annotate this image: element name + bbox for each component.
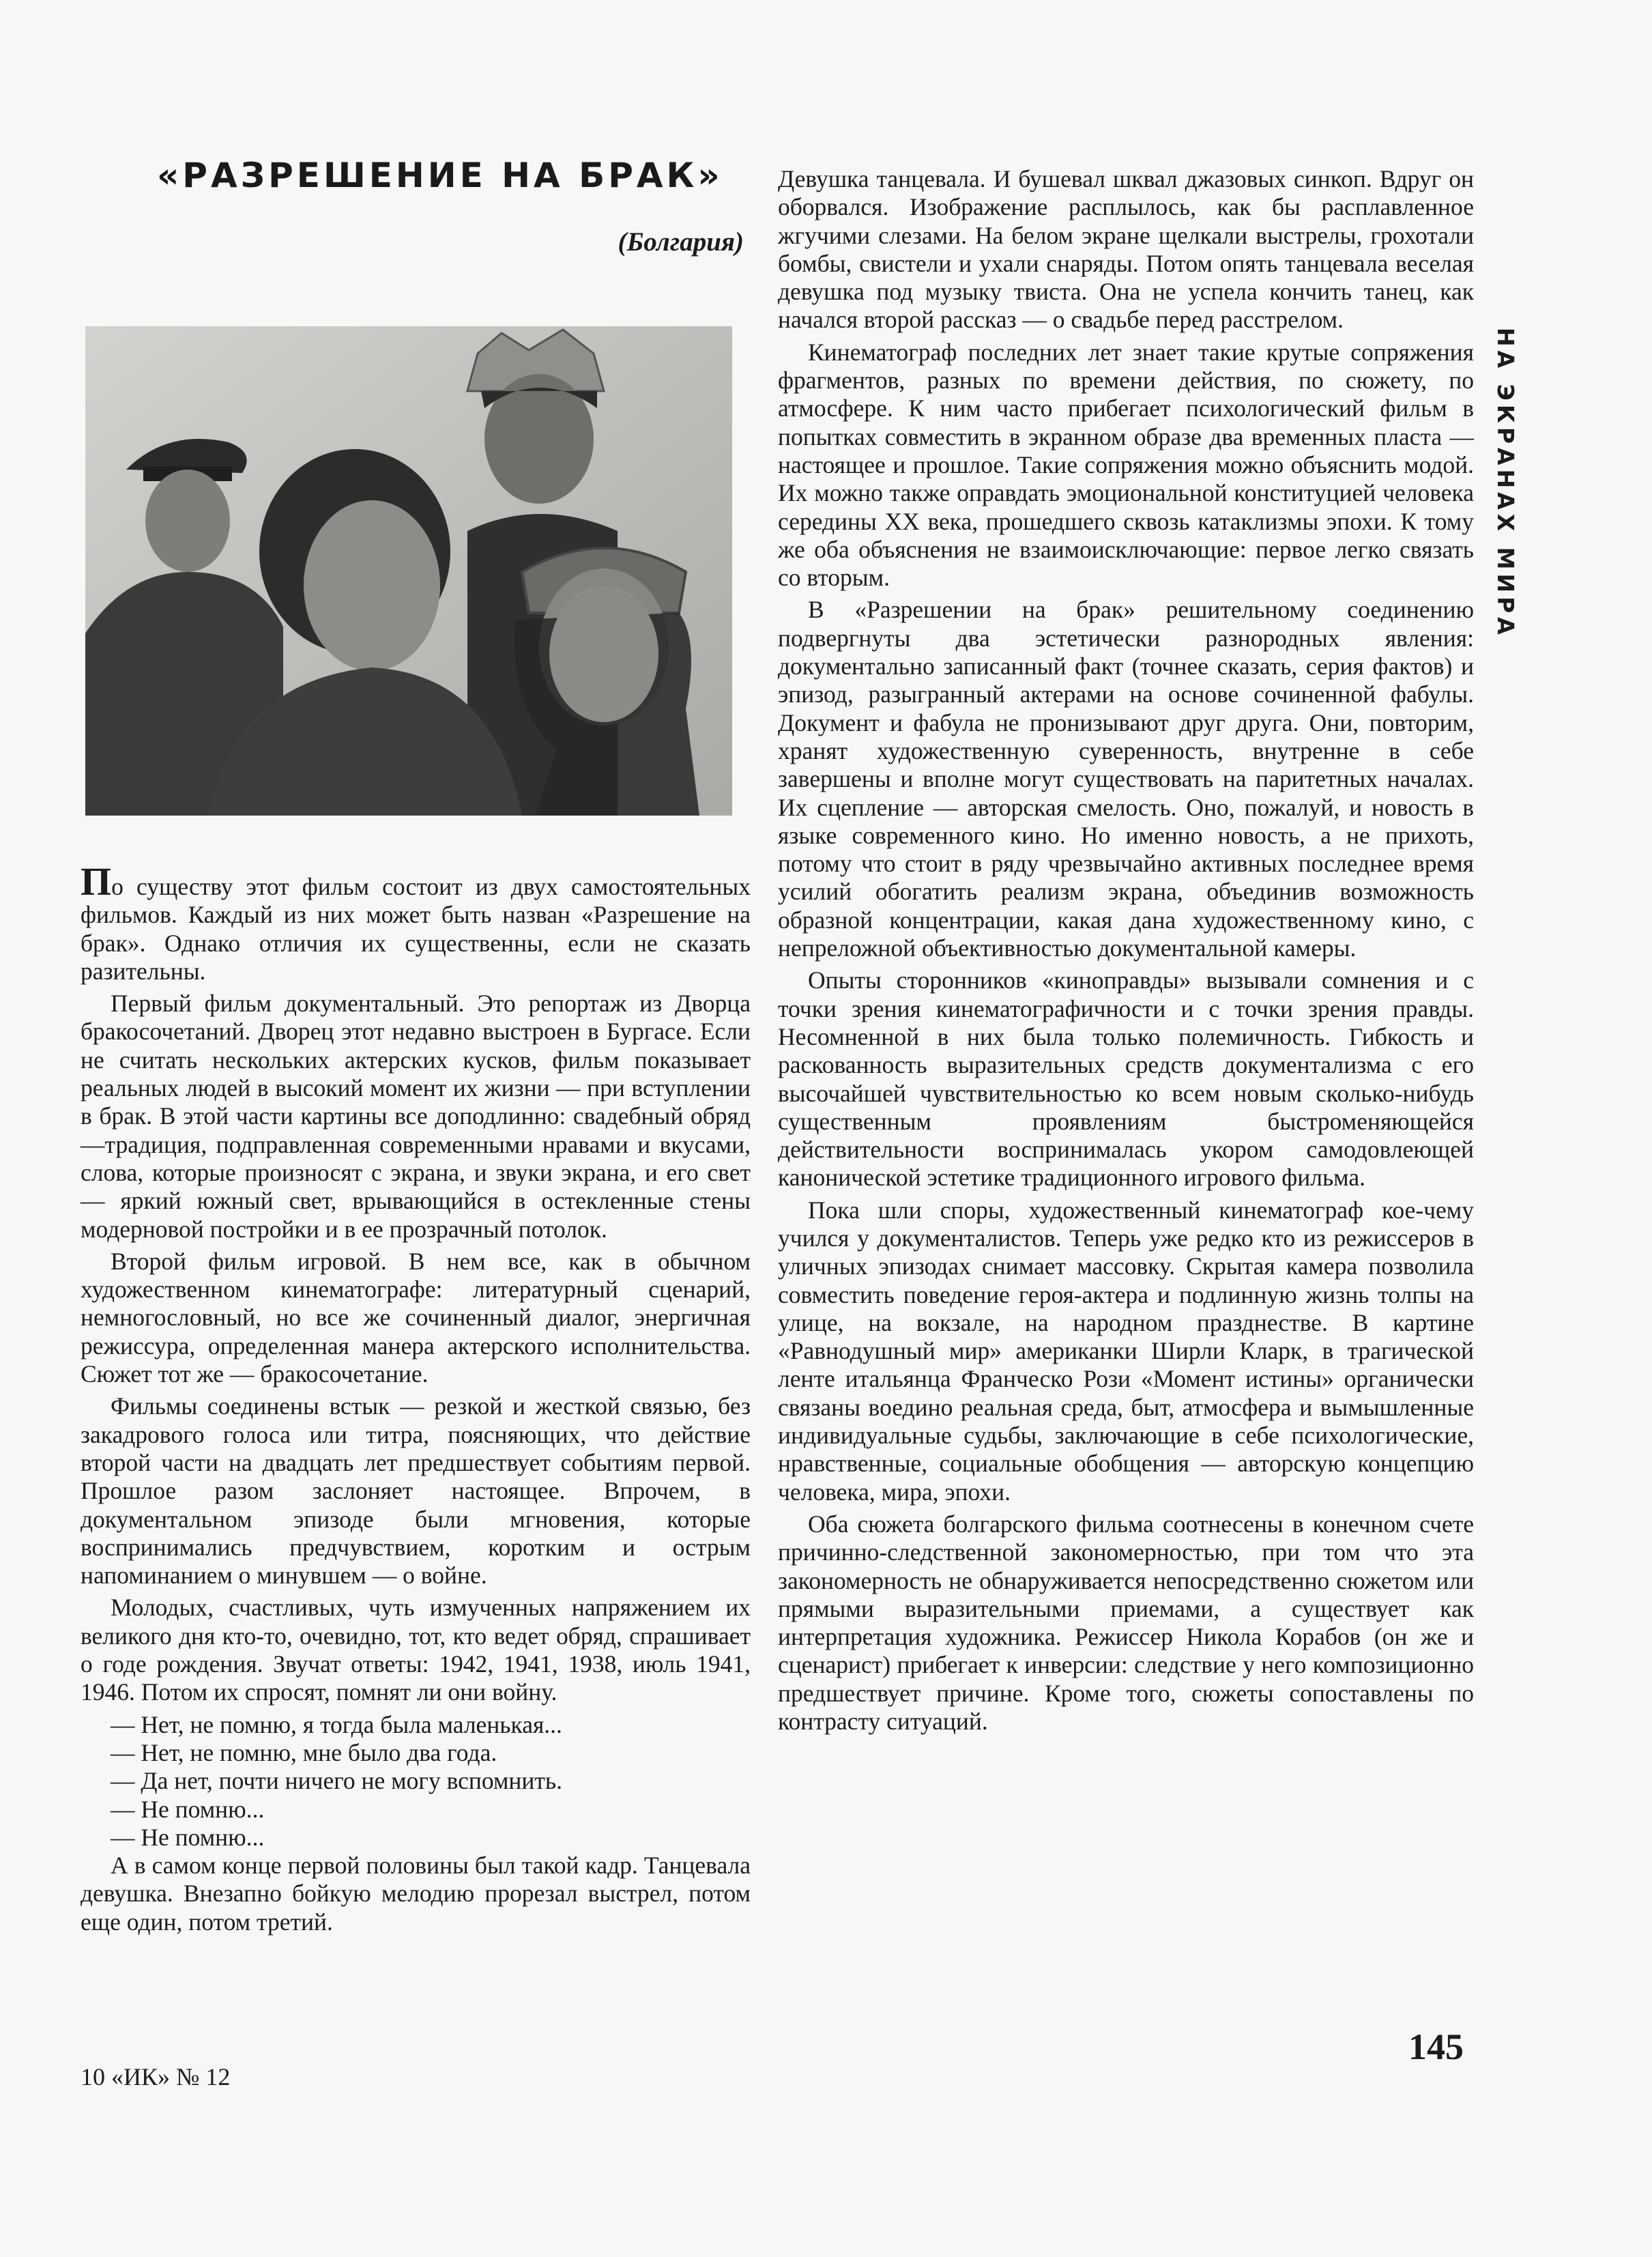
page-number: 145 [1408,2026,1464,2067]
film-still-photo [85,326,732,816]
article-title: «РАЗРЕШЕНИЕ НА БРАК» [157,156,723,195]
paragraph: Оба сюжета болгарского фильма соотнесены в конечном счете причинно-следственной закономерностью, при том что эта закономерность не обнаруживается непосредственно сюжетом или прямыми выразительными приемами, а существует как интерпретация художника. Режиссер Никола Корабов (он же и сценарист) прибегает к инверсии: следствие у него композиционно предшествует причине. Кроме того, сюжеты сопоставлены по контрасту ситуаций. [778,1510,1474,1736]
paragraph: Второй фильм игровой. В нем все, как в обычном художественном кинематографе: литературный сценарий, немногословный, но все же сочиненный диалог, энергичная режиссура, определенная манера актерского исполнительства. Сюжет тот же — бракосочетание. [81,1247,751,1388]
section-label: НА ЭКРАНАХ МИРА [1492,328,1519,639]
dialogue-line: — Нет, не помню, я тогда была маленькая... [111,1710,562,1738]
paragraph: Опыты сторонников «кинoправды» вызывали сомнения и с точки зрения кинематографичности и с точки зрения правды. Несомненной в них была только полемичность. Гибкость и раскованность выразительных средств документализма с его высочайшей чувствительностью ко всем новым сколько-нибудь существенным проявлениям быстроменяющейся действительности воспринималась укором самодовлеющей канонической эстетике традиционного игрового фильма. [778,966,1474,1192]
paragraph: Кинематограф последних лет знает такие крутые сопряжения фрагментов, разных по времени действия, по сюжету, по атмосфере. К ним часто прибегает психологический фильм в попытках совместить в экранном образе два временных пласта — настоящее и прошлое. Такие сопряжения можно объяснить модой. Их можно также оправдать эмоциональной конституцией человека середины XX века, прошедшего сквозь катаклизмы эпохи. К тому же оба объяснения не взаимоисключающие: первое легко связать со вторым. [778,338,1474,592]
issue-signature: 10 «ИК» № 12 [81,2063,231,2090]
paragraph [81,859,751,986]
dialogue-line: — Да нет, почти ничего не могу вспомнить. [111,1767,563,1795]
paragraph: В «Разрешении на брак» решительному соединению подвергнуты два эстетически разнородных явления: документально записанный факт (точнее сказать, серия фактов) и эпизод, разыгранный актерами на основе сочиненной фабулы. Документ и фабула не пронизывают друг друга. Они, повторим, хранят художественную суверенность, внутренне в себе завершены и вполне могут существовать на паритетных началах. Их сцепление — авторская смелость. Оно, пожалуй, и новость в языке современного кино. Но именно новость, а не прихоть, потому что стоит в ряду чрезвычайно активных последнее время усилий обогатить реализм экрана, объединив возможность образной концентрации, какая дана художественному кино, с непреложной объективностью документальной камеры. [778,596,1474,962]
photo-illustration [85,326,732,816]
paragraph: Молодых, счастливых, чуть измученных напряжением их великого дня кто-то, очевидно, тот, кто ведет обряд, спрашивает о годе рождения. Звучат ответы: 1942, 1941, 1938, июль 1941, 1946. Потом их спросят, помнят ли они войну. [81,1594,751,1706]
article-country: (Болгария) [618,227,744,257]
dialogue-line: — Не помню... [111,1823,265,1851]
paragraph: Первый фильм документальный. Это репортаж из Дворца бракосочетаний. Дворец этот недавно выстроен в Бургасе. Если не считать нескольких актерских кусков, фильм показывает реальных людей в высокий момент их жизни — при вступлении в брак. В этой части картины все доподлинно: свадебный обряд—традиция, подправленная современными нравами и вкусами, слова, которые произносят с экрана, и звуки экрана, и его свет — яркий южный свет, врывающийся в остекленные стены модерновой постройки и в ее прозрачный потолок. [81,990,751,1243]
paragraph: Девушка танцевала. И бушевал шквал джазовых синкоп. Вдруг он оборвался. Изображение расплылось, как бы расплавленное жгучими слезами. На белом экране щелкали выстрелы, грохотали бомбы, свистели и ухали снаряды. Потом опять танцевала веселая девушка под музыку твиста. Она не успела кончить танец, как начался второй рассказ — о свадьбе перед расстрелом. [778,165,1474,334]
paragraph: Пока шли споры, художественный кинематограф кое-чему учился у документалистов. Теперь уже редко кто из режиссеров в уличных эпизодах снимает массовку. Скрытая камера позволила совместить поведение героя-актера и подлинную жизнь толпы на улице, на вокзале, на народном празднестве. В картине «Равнодушный мир» американки Ширли Кларк, в трагической ленте итальянца Франческо Рози «Момент истины» органически связаны воедино реальная среда, быт, атмосфера и вымышленные индивидуальные судьбы, заключающие в себе психологические, нравственные, социальные обобщения — авторскую концепцию человека, мира, эпохи. [778,1196,1474,1506]
right-column [778,165,1474,1740]
dialogue-line: — Не помню... [111,1795,265,1823]
drop-cap: П [81,859,112,904]
left-column [81,859,751,1940]
paragraph-text: о существу этот фильм состоит из двух самостоятельных фильмов. Каждый из них может быть назван «Разрешение на брак». Однако отличия их существенны, если не сказать разительны. [81,873,751,985]
paragraph: Фильмы соединены встык — резкой и жесткой связью, без закадрового голоса или титра, поясняющих, что действие второй части на двадцать лет предшествует событиям первой. Прошлое разом заслоняет настоящее. Впрочем, в документальном эпизоде были мгновения, которые воспринимались предчувствием, коротким и острым напоминанием о минувшем — о войне. [81,1392,751,1590]
paragraph: А в самом конце первой половины был такой кадр. Танцевала девушка. Внезапно бойкую мелодию прорезал выстрел, потом еще один, потом третий. [81,1852,751,1936]
dialogue-line: — Нет, не помню, мне было два года. [111,1738,497,1766]
